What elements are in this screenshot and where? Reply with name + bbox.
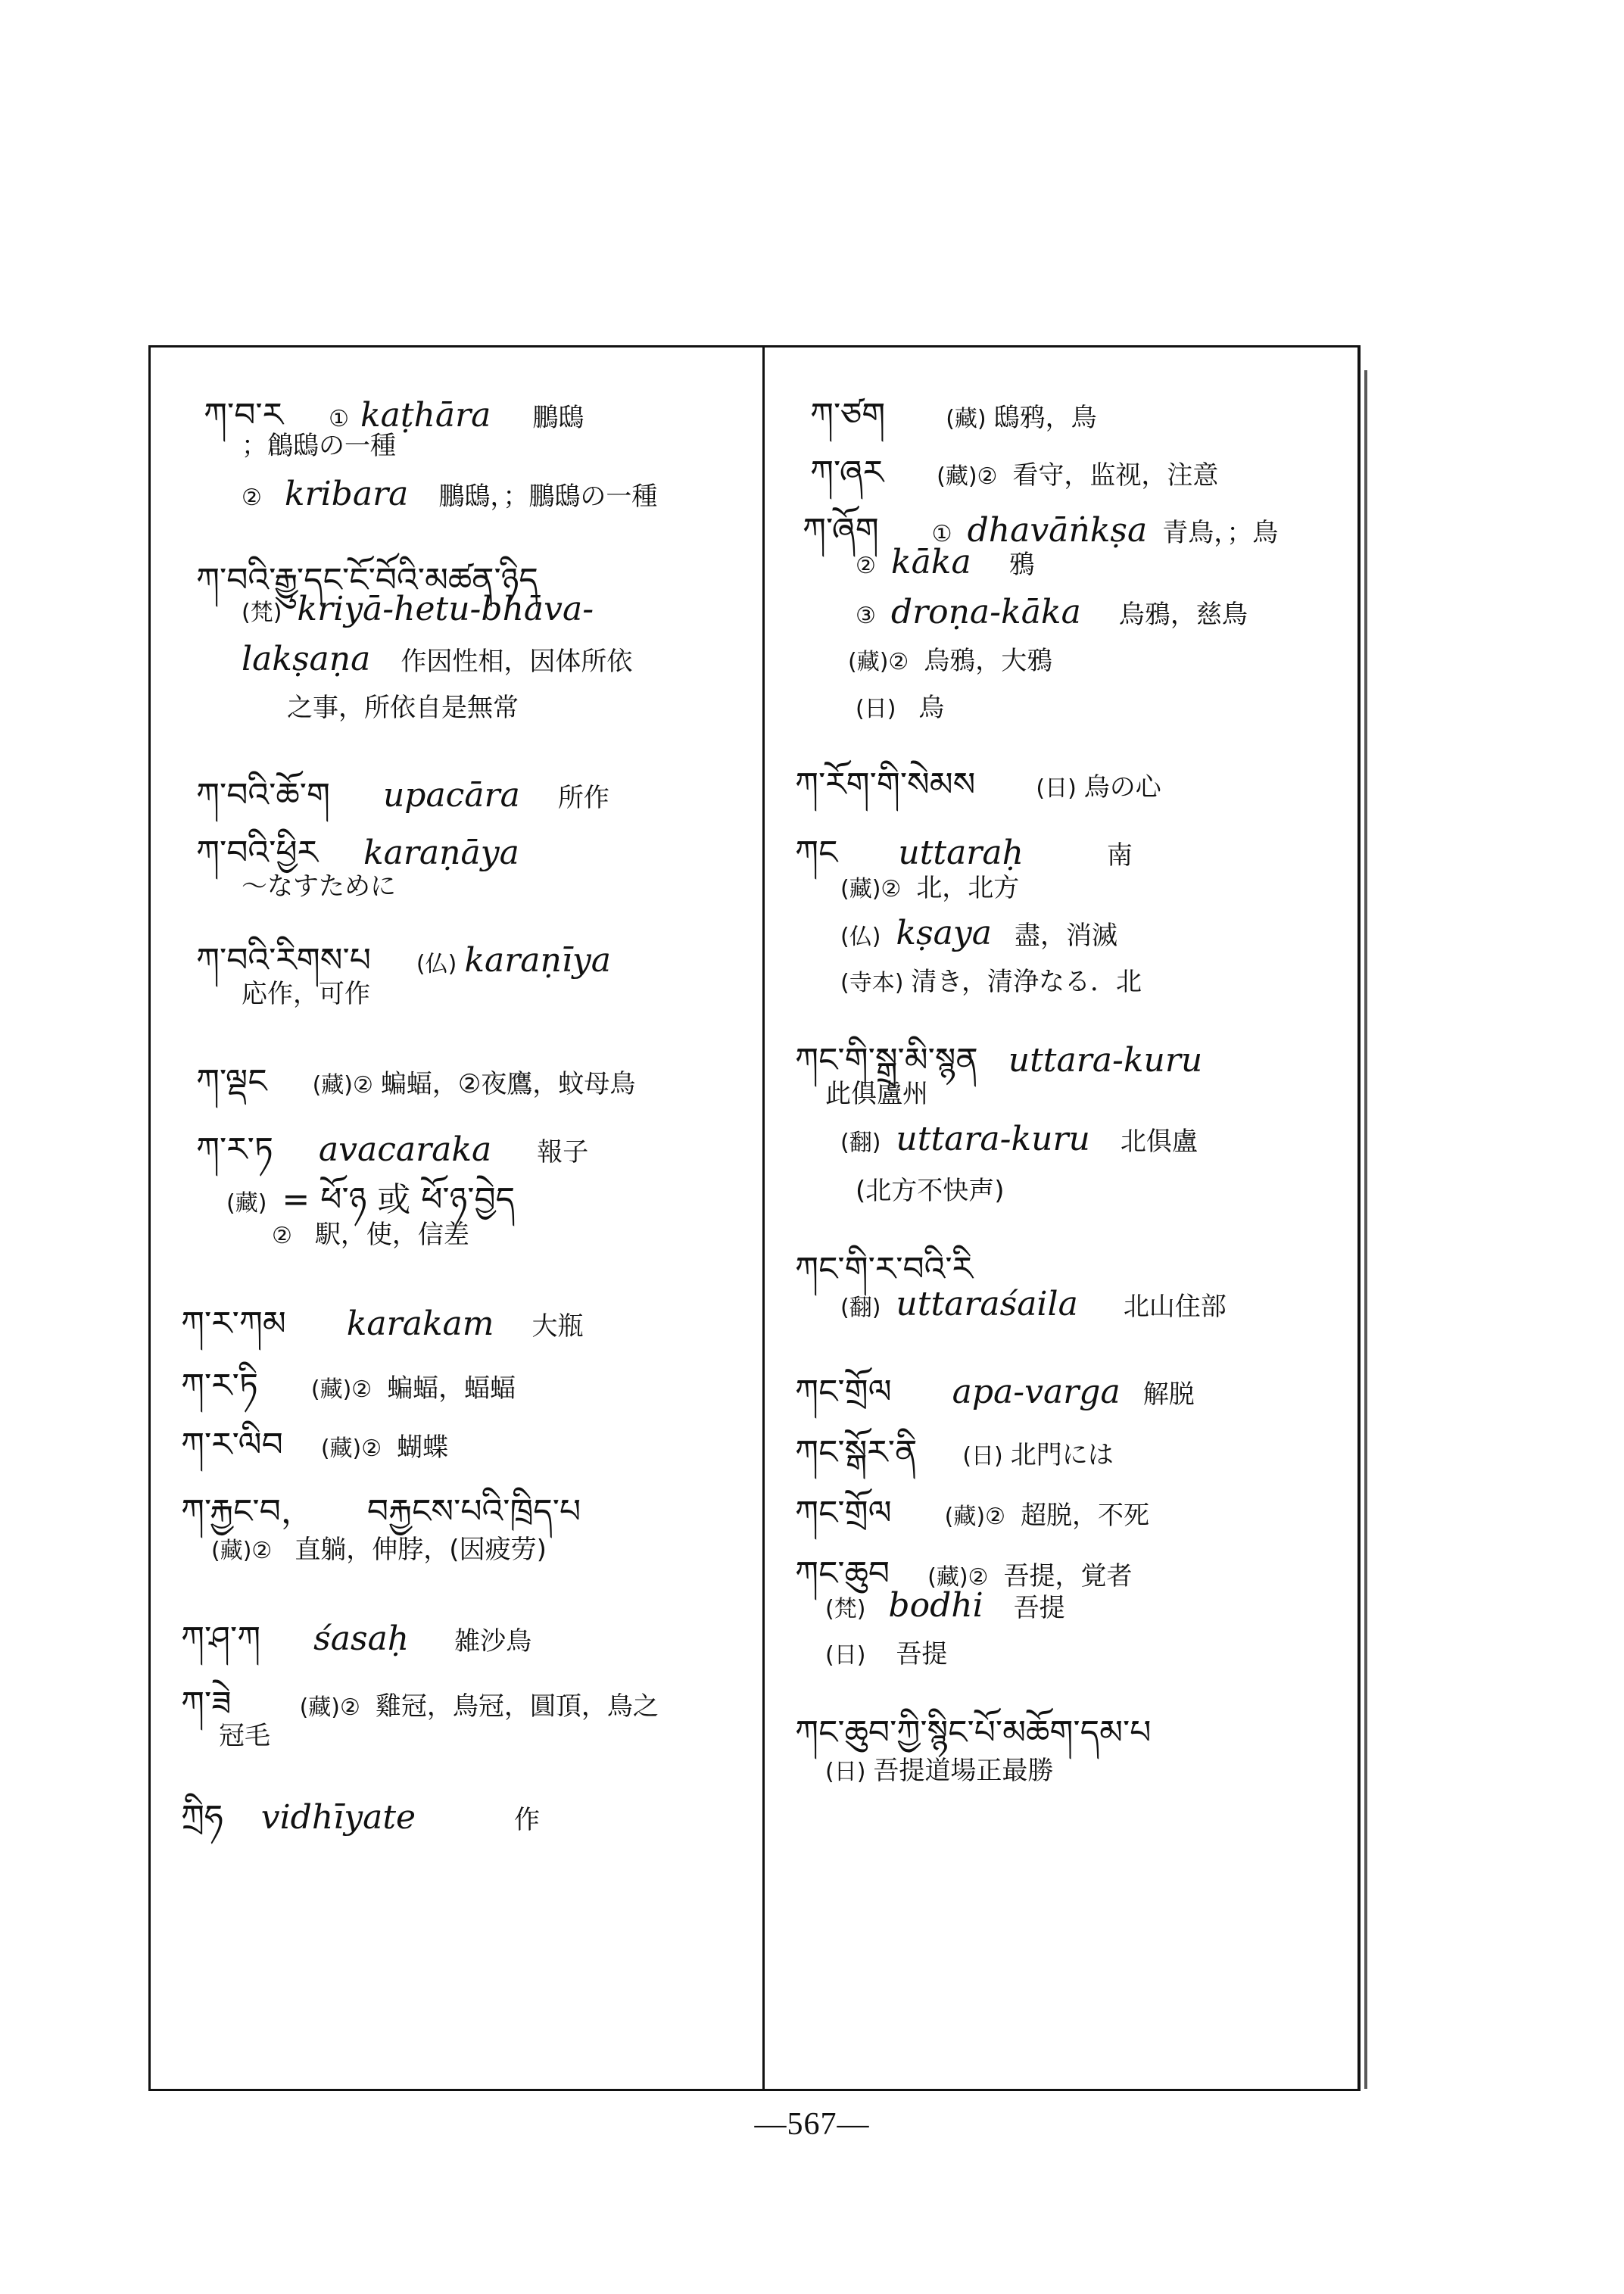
source-marker: (藏)② [944, 1504, 1005, 1530]
gloss-text: 清き，清浄なる．北 [911, 967, 1142, 997]
page-number: —567— [754, 2107, 870, 2142]
romanized-term: uttaraśaila [896, 1285, 1078, 1323]
gloss-text: 吾提，覚者 [1003, 1561, 1133, 1591]
gloss-text: 看守，监视，注意 [1012, 460, 1219, 491]
source-marker: ① [329, 406, 349, 432]
tibetan-headword: ཀ་བའི་རྒྱུ་དང་ངོ་བོའི་མཚན་ཉིད [196, 561, 538, 600]
entry-line [825, 1073, 928, 1110]
gloss-text: 北山住部 [1123, 1292, 1227, 1322]
source-marker: (藏)② [937, 463, 998, 490]
entry-line [181, 1780, 540, 1874]
tibetan-headword: ཀ་རྐྱང་བ， [181, 1492, 314, 1531]
source-marker: (藏) [226, 1190, 267, 1217]
tibetan-headword: ཀ་བའི་ཕྱིར [196, 834, 318, 872]
entry-line [856, 1170, 1005, 1207]
romanized-term: uttara-kuru [1008, 1041, 1203, 1080]
entry-line [219, 1715, 270, 1752]
entry-line [242, 973, 370, 1010]
romanized-term: karakam [346, 1304, 494, 1343]
gloss-text: 鵬鴟，；鵬鴟の一種 [438, 482, 658, 512]
tibetan-headword: ཀ་ར་ཏི [181, 1367, 258, 1405]
tibetan-headword: ཀ་ར་ཏ [196, 1130, 273, 1169]
gloss-text: 雑沙鳥 [454, 1626, 532, 1657]
entry-line [848, 640, 1052, 677]
gloss-text: 烏の心 [1083, 772, 1161, 803]
entry-line [242, 425, 396, 462]
gloss-text: 応作，可作 [242, 979, 370, 1009]
source-marker: (藏)② [211, 1538, 273, 1564]
romanized-term: bodhi [888, 1586, 983, 1625]
gloss-text: 解脱 [1142, 1379, 1195, 1410]
gloss-text: 蝴蝶 [397, 1432, 449, 1463]
source-marker: (寺本) [840, 970, 904, 996]
romanized-term: kriyā-hetu-bhāva- [297, 590, 594, 628]
entry-line [242, 865, 396, 902]
romanized-term: śasaḥ [313, 1619, 410, 1658]
source-marker: (梵) [242, 600, 282, 626]
romanized-term: lakṣaṇa [242, 640, 371, 678]
gloss-text: 青鳥，；鳥 [1162, 518, 1279, 548]
entry-line [840, 867, 1019, 904]
entry-line [856, 593, 1248, 631]
source-marker: (仏) [840, 924, 881, 950]
source-marker: (藏)② [848, 649, 909, 675]
source-marker: (日) [825, 1642, 866, 1669]
gloss-text: 吾提 [896, 1639, 948, 1669]
entry-line [272, 1214, 469, 1251]
romanized-term: uttaraḥ [898, 834, 1024, 872]
entry-line [287, 687, 519, 724]
source-marker: ③ [856, 603, 876, 629]
source-marker: (日) [1036, 775, 1077, 802]
gloss-text: 鴉 [1008, 550, 1035, 580]
source-marker: (日) [825, 1759, 866, 1785]
gloss-text: 冠毛 [219, 1721, 270, 1751]
gloss-text: 報子 [537, 1137, 589, 1167]
gloss-text: 蝙蝠，②夜鷹，蚊母鳥 [380, 1069, 636, 1099]
gloss-text: (北方不快声) [856, 1176, 1005, 1206]
entry-line [840, 1120, 1198, 1158]
entry-line [211, 1529, 547, 1566]
romanized-term: dhavāṅkṣa [967, 511, 1148, 550]
gloss-text: 所作 [557, 783, 609, 813]
gloss-text: 鵬鴟 [532, 403, 584, 433]
source-marker: (藏)② [310, 1376, 372, 1403]
gloss-text: 烏 [918, 693, 945, 723]
gloss-text: ～なすために [242, 871, 396, 902]
tibetan-headword: ཀང་ཆུབ [795, 1554, 890, 1593]
tibetan-headword: ཀང་གི་སྒྲ་མི་སྙན [795, 1041, 978, 1080]
tibetan-headword: ཀ་ཞོག [803, 511, 879, 550]
source-marker: (日) [856, 696, 896, 722]
right-column [765, 348, 1357, 2089]
tibetan-headword: ཀང་གྲོལ [795, 1373, 892, 1411]
tibetan-headword: ཀ་རོག་གི་སེམས [795, 765, 976, 804]
gloss-text: 作因性相，因体所依 [401, 647, 633, 677]
entry-line [242, 590, 594, 628]
source-marker: (藏)② [320, 1435, 382, 1462]
tibetan-headword: ཀང་གི་ར་བའི་རི [795, 1250, 974, 1289]
gloss-text: 吾提 [1013, 1593, 1065, 1623]
source-marker: ② [856, 553, 876, 579]
dictionary-frame [148, 345, 1361, 2091]
gloss-text: 作 [514, 1805, 541, 1835]
source-marker: (藏)② [840, 876, 902, 902]
source-marker: (藏)② [312, 1072, 373, 1099]
gloss-text: 烏鴉，大鴉 [924, 646, 1053, 676]
tibetan-headword: ཀང་གྲོལ [795, 1494, 892, 1532]
tibetan-headword: ཀྲིཧ [181, 1798, 223, 1837]
tibetan-headword: ཀ་ར་ཀམ [181, 1304, 286, 1343]
romanized-term: avacaraka [318, 1130, 492, 1169]
romanized-term: apa-varga [952, 1373, 1121, 1411]
tibetan-headword: ཀ་བའི་ཆོ་ག [196, 776, 330, 815]
tibetan-headword: ཀ་ར་ལིབ [181, 1426, 283, 1464]
gloss-text: ；鶬鴟の一種 [242, 431, 396, 461]
entry-line [242, 640, 632, 678]
source-marker: (梵) [825, 1596, 866, 1622]
entry-line [840, 914, 1117, 952]
tibetan-headword: ཀ་ལྡང [196, 1062, 267, 1101]
gloss-text: 駅，使，信差 [314, 1220, 469, 1250]
romanized-term: karaṇīya [464, 941, 612, 980]
gloss-text: 雞冠，鳥冠，圓頂，鳥之 [375, 1691, 659, 1722]
source-marker: (翻) [840, 1295, 881, 1321]
entry-line [856, 543, 1035, 581]
romanized-term: kaṭhāra [360, 396, 491, 435]
gloss-text: 南 [1106, 840, 1133, 871]
source-marker: (日) [962, 1443, 1003, 1470]
source-marker: (翻) [840, 1130, 881, 1156]
source-marker: (藏)② [927, 1564, 989, 1591]
tibetan-headword: ཀང་སྒོར་ནི [795, 1433, 918, 1472]
source-marker: (仏) [416, 951, 457, 977]
entry-line [840, 961, 1142, 998]
tibetan-headword: ཀང་ཆུབ་ཀྱི་སྙིང་པོ་མཆོག་དམ་པ [795, 1713, 1152, 1752]
entry-line [825, 1633, 947, 1670]
gloss-text: 之事，所依自是無常 [287, 693, 519, 723]
entry-line [856, 687, 944, 724]
gloss-text: 超脱，不死 [1020, 1501, 1149, 1531]
gloss-text: 大瓶 [531, 1311, 584, 1342]
tibetan-headword: ཀ་ཤ་ཀ [181, 1619, 261, 1658]
tibetan-headword: ཀ་བ་ར [204, 396, 284, 435]
tibetan-headword: ཀ་བའི་རིགས་པ [196, 941, 371, 980]
tibetan-headword: ཀ་ཟེ [181, 1685, 232, 1723]
gloss-text: 吾提道場正最勝 [873, 1756, 1054, 1786]
tibetan-headword: ཀང [795, 834, 838, 872]
gloss-text: 北，北方 [916, 873, 1020, 903]
tibetan-headword: བརྐྱངས་པའི་ཁྲིད་པ [366, 1492, 581, 1531]
entry-line [825, 1750, 1053, 1787]
gloss-text: 北俱盧 [1120, 1127, 1198, 1157]
source-marker: ② [242, 485, 262, 511]
entry-line [840, 1285, 1227, 1323]
left-column [151, 348, 762, 2089]
entry-line [242, 475, 657, 513]
romanized-term: droṇa-kāka [890, 593, 1081, 631]
romanized-term: kṣaya [896, 914, 992, 952]
entry-line [825, 1586, 1065, 1625]
romanized-term: kribara [284, 475, 409, 513]
gloss-text: 鴟鸦，鳥 [993, 403, 1097, 433]
gloss-text: 蝙蝠，蝠蝠 [387, 1373, 516, 1404]
source-marker: ① [931, 521, 952, 547]
romanized-term: vidhīyate [260, 1798, 416, 1837]
tibetan-headword: ཀ་ཞར [810, 454, 884, 492]
gloss-text: 北門には [1010, 1440, 1114, 1470]
romanized-term: kāka [890, 543, 971, 581]
romanized-term: karaṇāya [363, 834, 519, 872]
source-marker: (藏) [946, 406, 987, 432]
romanized-term: uttara-kuru [896, 1120, 1090, 1158]
gloss-text: 盡，消滅 [1015, 921, 1117, 951]
gloss-text: 烏鴉，慈鳥 [1118, 600, 1248, 630]
tibetan-headword: = ཕོ་ཉ 或 ཕོ་ཉ་བྱེད [282, 1180, 516, 1219]
gloss-text: 直躺，伸脖，(因疲劳) [295, 1535, 547, 1565]
romanized-term: upacāra [382, 776, 520, 815]
tibetan-headword: ཀ་ཙག [810, 396, 886, 435]
gloss-text: 此俱盧州 [825, 1079, 928, 1109]
source-marker: (藏)② [299, 1694, 360, 1721]
source-marker: ② [272, 1223, 292, 1249]
